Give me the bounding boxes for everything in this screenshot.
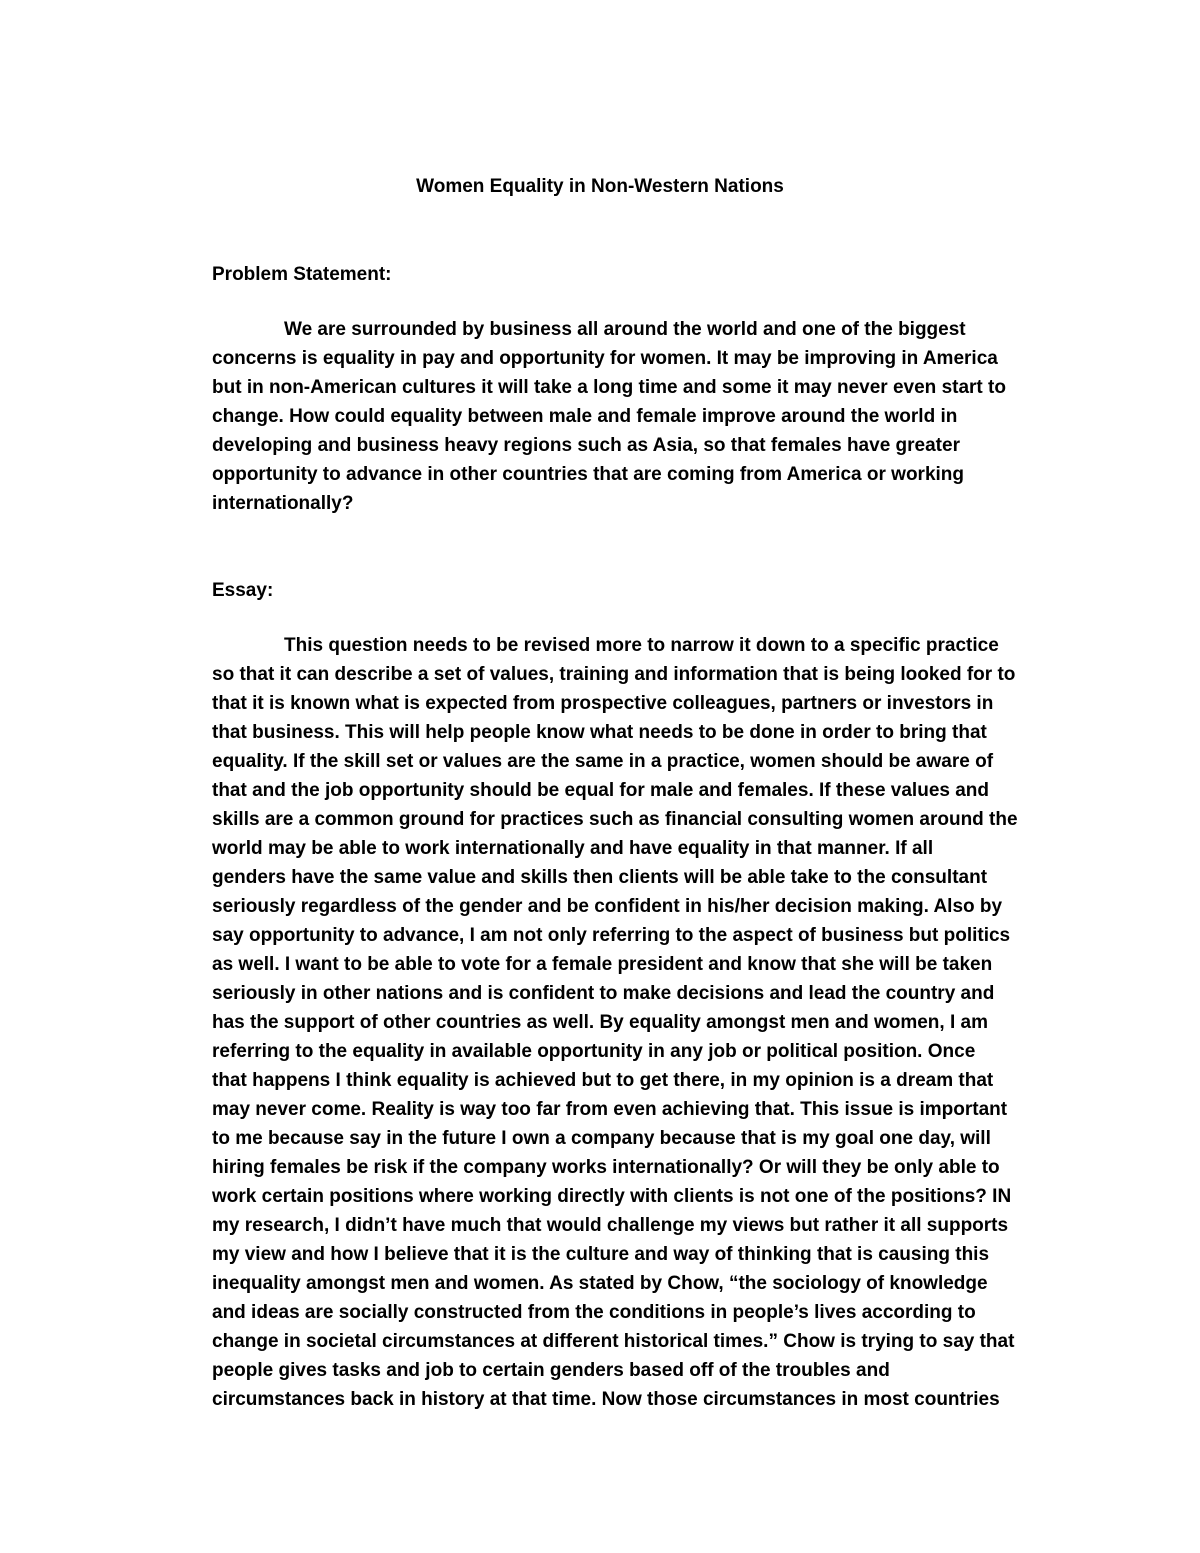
text-line: equality. If the skill set or values are the same in a practice, women should be aware of bbox=[212, 751, 994, 772]
text-line: This question needs to be revised more to narrow it down to a specific practice bbox=[284, 635, 999, 656]
problem-statement-paragraph bbox=[212, 315, 1062, 518]
essay-heading: Essay: bbox=[212, 580, 274, 601]
text-line: my research, I didn’t have much that would challenge my views but rather it all supports bbox=[212, 1215, 1009, 1236]
text-line: has the support of other countries as well. By equality amongst men and women, I am bbox=[212, 1012, 988, 1033]
text-line: change. How could equality between male and female improve around the world in bbox=[212, 406, 958, 427]
text-line: my view and how I believe that it is the culture and way of thinking that is causing this bbox=[212, 1244, 990, 1265]
text-line: but in non-American cultures it will take a long time and some it may never even start to bbox=[212, 377, 1006, 398]
text-line: so that it can describe a set of values, training and information that is being looked for to bbox=[212, 664, 1016, 685]
text-line: concerns is equality in pay and opportunity for women. It may be improving in America bbox=[212, 348, 998, 369]
text-line: genders have the same value and skills then clients will be able take to the consultant bbox=[212, 867, 988, 888]
text-line: referring to the equality in available opportunity in any job or political position. Once bbox=[212, 1041, 976, 1062]
text-line: seriously in other nations and is confident to make decisions and lead the country and bbox=[212, 983, 995, 1004]
text-line: and ideas are socially constructed from the conditions in people’s lives according to bbox=[212, 1302, 976, 1323]
text-line: developing and business heavy regions such as Asia, so that females have greater bbox=[212, 435, 960, 456]
problem-statement-heading: Problem Statement: bbox=[212, 264, 392, 285]
text-line: that and the job opportunity should be equal for male and females. If these values and bbox=[212, 780, 990, 801]
text-line: change in societal circumstances at different historical times.” Chow is trying to say that bbox=[212, 1331, 1015, 1352]
text-line: work certain positions where working directly with clients is not one of the positions? IN bbox=[212, 1186, 1012, 1207]
text-line: say opportunity to advance, I am not only referring to the aspect of business but politics bbox=[212, 925, 1011, 946]
text-line: inequality amongst men and women. As stated by Chow, “the sociology of knowledge bbox=[212, 1273, 988, 1294]
text-line: that business. This will help people know what needs to be done in order to bring that bbox=[212, 722, 987, 743]
text-line: circumstances back in history at that time. Now those circumstances in most countries bbox=[212, 1389, 1000, 1410]
text-line: as well. I want to be able to vote for a female president and know that she will be taken bbox=[212, 954, 993, 975]
text-line: internationally? bbox=[212, 493, 354, 514]
text-line: skills are a common ground for practices such as financial consulting women around the bbox=[212, 809, 1018, 830]
text-line: that happens I think equality is achieved but to get there, in my opinion is a dream that bbox=[212, 1070, 994, 1091]
text-line: We are surrounded by business all around the world and one of the biggest bbox=[284, 319, 966, 340]
text-line: world may be able to work internationally and have equality in that manner. If all bbox=[212, 838, 934, 859]
document-title: Women Equality in Non-Western Nations bbox=[416, 176, 784, 197]
text-line: hiring females be risk if the company works internationally? Or will they be only able to bbox=[212, 1157, 1000, 1178]
essay-paragraph bbox=[212, 631, 1062, 1414]
text-line: to me because say in the future I own a company because that is my goal one day, will bbox=[212, 1128, 991, 1149]
text-line: may never come. Reality is way too far from even achieving that. This issue is important bbox=[212, 1099, 1008, 1120]
text-line: people gives tasks and job to certain genders based off of the troubles and bbox=[212, 1360, 890, 1381]
text-line: opportunity to advance in other countries that are coming from America or working bbox=[212, 464, 965, 485]
text-line: that it is known what is expected from prospective colleagues, partners or investors in bbox=[212, 693, 994, 714]
text-line: seriously regardless of the gender and be confident in his/her decision making. Also by bbox=[212, 896, 1003, 917]
